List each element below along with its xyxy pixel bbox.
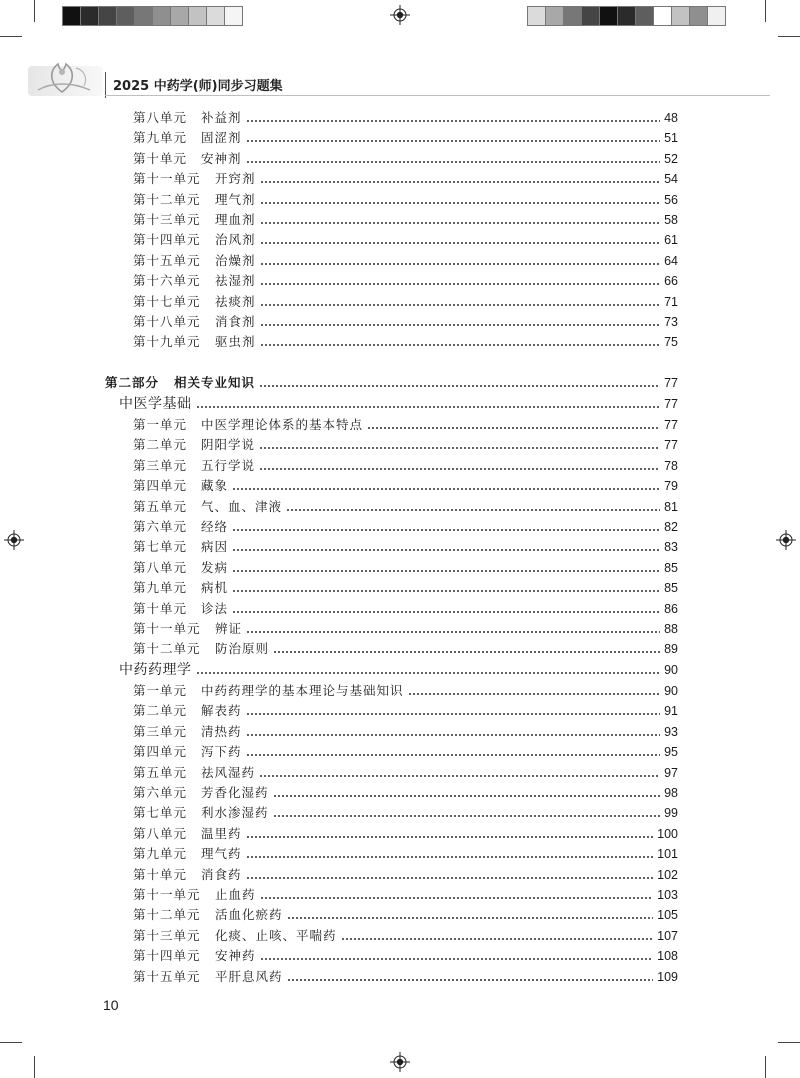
- color-swatch: [689, 6, 708, 26]
- toc-leader-dots: [260, 897, 653, 899]
- toc-entry[interactable]: [0, 251, 800, 271]
- toc-unit-label: 第六单元: [133, 519, 188, 534]
- header-rule: [105, 95, 770, 96]
- toc-entry[interactable]: [0, 681, 800, 701]
- toc-entry[interactable]: [0, 210, 800, 230]
- toc-part-title: 相关专业知识: [174, 375, 256, 390]
- toc-unit-label: 第五单元: [133, 498, 188, 514]
- toc-unit-label: 第十二单元: [133, 907, 201, 923]
- toc-leader-dots: [246, 713, 660, 715]
- toc-leader-dots: [232, 590, 660, 592]
- toc-page-number: 56: [664, 192, 678, 207]
- toc-unit-title: 辨证: [215, 621, 243, 636]
- toc-entry[interactable]: [0, 332, 800, 352]
- toc-unit-title: 治风剂: [215, 232, 256, 248]
- toc-unit-label: 第十三单元: [133, 927, 201, 943]
- toc-unit-title: 病因: [201, 539, 229, 555]
- toc-page-number: 77: [664, 376, 678, 390]
- toc-leader-dots: [232, 529, 660, 531]
- toc-unit-label: 第一单元: [133, 417, 188, 432]
- toc-page-number: 64: [664, 253, 678, 268]
- toc-entry[interactable]: [0, 885, 800, 905]
- toc-entry[interactable]: [0, 763, 800, 783]
- toc-unit-label: 第八单元: [133, 110, 188, 125]
- color-swatch: [581, 6, 600, 26]
- toc-page-number: 91: [664, 704, 678, 719]
- toc-entry[interactable]: [0, 558, 800, 578]
- toc-entry[interactable]: [0, 190, 800, 210]
- color-bar-left: [62, 6, 242, 26]
- toc-unit-title: 安神剂: [201, 150, 242, 166]
- toc-entry[interactable]: [0, 865, 800, 885]
- toc-unit-title: 平肝息风药: [215, 968, 283, 984]
- toc-leader-dots: [273, 795, 660, 797]
- toc-unit-title: 芳香化湿药: [201, 785, 269, 800]
- toc-unit-title: 活血化瘀药: [215, 907, 283, 923]
- toc-leader-dots: [260, 324, 660, 326]
- toc-entry[interactable]: [0, 169, 800, 189]
- color-swatch: [653, 6, 672, 26]
- color-swatch: [635, 6, 654, 26]
- toc-entry[interactable]: [0, 292, 800, 312]
- toc-unit-title: 化痰、止咳、平喘药: [215, 927, 337, 943]
- toc-entry[interactable]: [0, 619, 800, 639]
- toc-leader-dots: [232, 549, 660, 551]
- toc-page-number: 58: [664, 213, 678, 227]
- toc-leader-dots: [259, 468, 660, 470]
- toc-entry[interactable]: [0, 803, 800, 823]
- toc-unit-label: 第五单元: [133, 764, 188, 780]
- toc-unit-label: 第二单元: [133, 703, 188, 719]
- toc-entry[interactable]: [0, 742, 800, 762]
- toc-unit-title: 中医学理论体系的基本特点: [201, 417, 364, 432]
- toc-leader-dots: [273, 651, 660, 653]
- toc-entry[interactable]: [0, 926, 800, 946]
- toc-unit-label: 第十六单元: [133, 273, 201, 289]
- toc-page-number: 105: [657, 908, 678, 923]
- toc-leader-dots: [259, 447, 660, 449]
- color-bar-right: [527, 6, 725, 26]
- toc-unit-label: 第十四单元: [133, 232, 201, 248]
- toc-entry[interactable]: [0, 824, 800, 844]
- crop-mark: [765, 0, 766, 22]
- toc-entry[interactable]: [0, 230, 800, 250]
- toc-unit-label: 第十五单元: [133, 252, 201, 268]
- toc-leader-dots: [260, 222, 660, 224]
- toc-section-entry[interactable]: [0, 394, 800, 414]
- toc-unit-label: 第十四单元: [133, 948, 201, 964]
- color-swatch: [224, 6, 243, 26]
- toc-page-number: 102: [657, 867, 678, 882]
- toc-unit-label: 第十八单元: [133, 314, 201, 329]
- toc-unit-title: 温里药: [201, 825, 242, 841]
- toc-unit-title: 祛痰剂: [215, 293, 256, 309]
- registration-mark-bottom-icon: [390, 1052, 410, 1072]
- running-header-title: 2025 中药学(师)同步习题集: [113, 79, 283, 94]
- toc-section-entry[interactable]: [0, 660, 800, 680]
- toc-entry[interactable]: [0, 476, 800, 496]
- toc-entry[interactable]: [0, 537, 800, 557]
- toc-unit-title: 消食药: [201, 866, 242, 882]
- toc-leader-dots: [232, 611, 660, 613]
- toc-unit-title: 气、血、津液: [201, 498, 283, 514]
- toc-unit-title: 清热药: [201, 723, 242, 739]
- toc-unit-label: 第二单元: [133, 437, 188, 453]
- toc-page-number: 85: [664, 581, 678, 596]
- toc-unit-label: 第十九单元: [133, 334, 201, 350]
- toc-entry[interactable]: [0, 497, 800, 517]
- toc-page-number: 79: [664, 479, 678, 494]
- color-swatch: [527, 6, 546, 26]
- toc-unit-label: 第九单元: [133, 846, 188, 862]
- toc-unit-label: 第十单元: [133, 600, 188, 616]
- color-swatch: [617, 6, 636, 26]
- toc-leader-dots: [260, 304, 660, 306]
- toc-leader-dots: [260, 242, 660, 244]
- toc-page-number: 95: [664, 745, 678, 760]
- toc-page-number: 73: [664, 315, 678, 329]
- toc-unit-label: 第十三单元: [133, 212, 201, 227]
- toc-page-number: 109: [657, 969, 678, 984]
- toc-page-number: 88: [664, 622, 678, 636]
- color-swatch: [152, 6, 171, 26]
- toc-page-number: 48: [664, 111, 678, 125]
- toc-unit-title: 五行学说: [201, 457, 256, 473]
- toc-unit-title: 治燥剂: [215, 252, 256, 268]
- toc-unit-title: 病机: [201, 580, 229, 596]
- toc-leader-dots: [367, 427, 660, 429]
- toc-leader-dots: [232, 488, 660, 490]
- toc-entry[interactable]: [0, 128, 800, 148]
- toc-page-number: 85: [664, 560, 678, 575]
- color-swatch: [134, 6, 153, 26]
- crop-mark: [778, 36, 800, 37]
- toc-entry[interactable]: [0, 517, 800, 537]
- toc-unit-label: 第四单元: [133, 744, 188, 760]
- toc-page-number: 77: [664, 418, 678, 432]
- toc-page-number: 108: [657, 949, 678, 964]
- color-swatch: [545, 6, 564, 26]
- toc-entry[interactable]: [0, 149, 800, 169]
- toc-leader-dots: [286, 509, 660, 511]
- toc-page-number: 77: [664, 438, 678, 453]
- crop-mark: [0, 1042, 22, 1043]
- toc-leader-dots: [246, 877, 653, 879]
- toc-page-number: 82: [664, 520, 678, 534]
- toc-leader-dots: [196, 672, 660, 674]
- toc-unit-title: 藏象: [201, 478, 229, 494]
- toc-entry[interactable]: [0, 701, 800, 721]
- toc-unit-label: 第十一单元: [133, 171, 201, 187]
- toc-leader-dots: [259, 775, 660, 777]
- toc-page-number: 97: [664, 765, 678, 780]
- toc-leader-dots: [287, 917, 653, 919]
- toc-leader-dots: [232, 570, 660, 572]
- toc-leader-dots: [246, 836, 653, 838]
- registration-mark-top-icon: [390, 5, 410, 25]
- color-swatch: [707, 6, 726, 26]
- toc-unit-label: 第四单元: [133, 478, 188, 494]
- toc-page-number: 52: [664, 151, 678, 166]
- toc-unit-title: 阴阳学说: [201, 437, 256, 453]
- toc-leader-dots: [246, 120, 660, 122]
- toc-leader-dots: [259, 385, 660, 387]
- crop-mark: [34, 1056, 35, 1078]
- toc-unit-title: 理血剂: [215, 212, 256, 227]
- toc-page-number: 61: [664, 233, 678, 248]
- toc-page-number: 77: [664, 397, 678, 411]
- toc-leader-dots: [273, 815, 660, 817]
- crop-mark: [34, 0, 35, 22]
- toc-unit-title: 止血药: [215, 887, 256, 902]
- toc-unit-label: 第十一单元: [133, 621, 201, 636]
- color-swatch: [563, 6, 582, 26]
- toc-entry[interactable]: [0, 578, 800, 598]
- toc-unit-label: 第九单元: [133, 580, 188, 596]
- crop-mark: [0, 36, 22, 37]
- toc-entry[interactable]: [0, 946, 800, 966]
- color-swatch: [98, 6, 117, 26]
- toc-page-number: 66: [664, 274, 678, 289]
- color-swatch: [599, 6, 618, 26]
- toc-page-number: 107: [657, 928, 678, 943]
- toc-unit-title: 诊法: [201, 600, 229, 616]
- header-logo-icon: [28, 52, 103, 98]
- crop-mark: [765, 1056, 766, 1078]
- toc-unit-label: 第七单元: [133, 805, 188, 821]
- toc-unit-title: 防治原则: [215, 641, 270, 657]
- toc-leader-dots: [287, 979, 653, 981]
- toc-page-number: 101: [657, 847, 678, 862]
- toc-unit-title: 固涩剂: [201, 130, 242, 146]
- toc-entry[interactable]: [0, 456, 800, 476]
- toc-leader-dots: [246, 734, 660, 736]
- toc-page-number: 100: [657, 826, 678, 841]
- toc-page-number: 81: [664, 499, 678, 514]
- toc-unit-title: 解表药: [201, 703, 242, 719]
- toc-unit-label: 第十五单元: [133, 968, 201, 984]
- toc-section-title: 中药药理学: [119, 662, 192, 678]
- toc-leader-dots: [246, 140, 660, 142]
- toc-leader-dots: [196, 406, 660, 408]
- toc-unit-title: 消食剂: [215, 314, 256, 329]
- toc-unit-title: 利水渗湿药: [201, 805, 269, 821]
- toc-unit-title: 经络: [201, 519, 229, 534]
- crop-mark: [778, 1042, 800, 1043]
- toc-unit-title: 开窍剂: [215, 171, 256, 187]
- toc-entry[interactable]: [0, 905, 800, 925]
- toc-entry[interactable]: [0, 312, 800, 332]
- toc-unit-label: 第七单元: [133, 539, 188, 555]
- toc-unit-label: 第六单元: [133, 785, 188, 800]
- toc-entry[interactable]: [0, 722, 800, 742]
- toc-leader-dots: [260, 181, 660, 183]
- toc-unit-title: 补益剂: [201, 110, 242, 125]
- toc-unit-title: 泻下药: [201, 744, 242, 760]
- toc-leader-dots: [260, 283, 660, 285]
- toc-page-number: 83: [664, 540, 678, 555]
- toc-page-number: 51: [664, 131, 678, 146]
- toc-entry[interactable]: [0, 783, 800, 803]
- toc-unit-label: 第三单元: [133, 723, 188, 739]
- toc-part-entry[interactable]: [0, 373, 800, 393]
- toc-unit-label: 第十七单元: [133, 293, 201, 309]
- toc-page-number: 93: [664, 724, 678, 739]
- toc-leader-dots: [408, 693, 660, 695]
- toc-entry[interactable]: [0, 415, 800, 435]
- toc-entry[interactable]: [0, 599, 800, 619]
- toc-page-number: 103: [657, 888, 678, 902]
- toc-page-number: 86: [664, 601, 678, 616]
- toc-unit-title: 祛湿剂: [215, 273, 256, 289]
- toc-page-number: 75: [664, 335, 678, 350]
- toc-unit-label: 第三单元: [133, 457, 188, 473]
- toc-page-number: 90: [664, 663, 678, 677]
- toc-page-number: 78: [664, 458, 678, 473]
- color-swatch: [62, 6, 81, 26]
- toc-unit-label: 第八单元: [133, 559, 188, 575]
- toc-leader-dots: [246, 856, 653, 858]
- toc-unit-title: 祛风湿药: [201, 764, 256, 780]
- toc-unit-label: 第十一单元: [133, 887, 201, 902]
- toc-leader-dots: [260, 344, 660, 346]
- toc-entry[interactable]: [0, 108, 800, 128]
- toc-page-number: 71: [664, 294, 678, 309]
- toc-unit-title: 安神药: [215, 948, 256, 964]
- toc-leader-dots: [246, 631, 660, 633]
- toc-leader-dots: [260, 263, 660, 265]
- toc-leader-dots: [260, 202, 660, 204]
- toc-page-number: 98: [664, 786, 678, 800]
- toc-unit-label: 第九单元: [133, 130, 188, 146]
- color-swatch: [80, 6, 99, 26]
- toc-page-number: 54: [664, 172, 678, 187]
- color-swatch: [170, 6, 189, 26]
- toc-page-number: 89: [664, 642, 678, 657]
- toc-unit-title: 中药药理学的基本理论与基础知识: [201, 683, 404, 698]
- toc-section-title: 中医学基础: [119, 396, 192, 412]
- toc-unit-label: 第十单元: [133, 866, 188, 882]
- toc-unit-label: 第十二单元: [133, 641, 201, 657]
- toc-page-number: 99: [664, 806, 678, 821]
- color-swatch: [188, 6, 207, 26]
- color-swatch: [671, 6, 690, 26]
- color-swatch: [206, 6, 225, 26]
- toc-leader-dots: [246, 161, 660, 163]
- toc-entry[interactable]: [0, 844, 800, 864]
- toc-page-number: 90: [664, 684, 678, 698]
- toc-entry[interactable]: [0, 967, 800, 987]
- toc-unit-title: 驱虫剂: [215, 334, 256, 350]
- toc-unit-label: 第十二单元: [133, 191, 201, 207]
- toc-leader-dots: [246, 754, 660, 756]
- color-swatch: [116, 6, 135, 26]
- toc-entry[interactable]: [0, 271, 800, 291]
- toc-unit-label: 第八单元: [133, 825, 188, 841]
- toc-unit-label: 第十单元: [133, 150, 188, 166]
- toc-unit-title: 发病: [201, 559, 229, 575]
- toc-part-label: 第二部分: [105, 375, 160, 390]
- page-number: 10: [103, 997, 119, 1013]
- toc-leader-dots: [260, 958, 653, 960]
- toc-unit-title: 理气药: [201, 846, 242, 862]
- toc-unit-title: 理气剂: [215, 191, 256, 207]
- toc-unit-label: 第一单元: [133, 683, 188, 698]
- toc-entry[interactable]: [0, 435, 800, 455]
- toc-entry[interactable]: [0, 639, 800, 659]
- toc-leader-dots: [341, 938, 653, 940]
